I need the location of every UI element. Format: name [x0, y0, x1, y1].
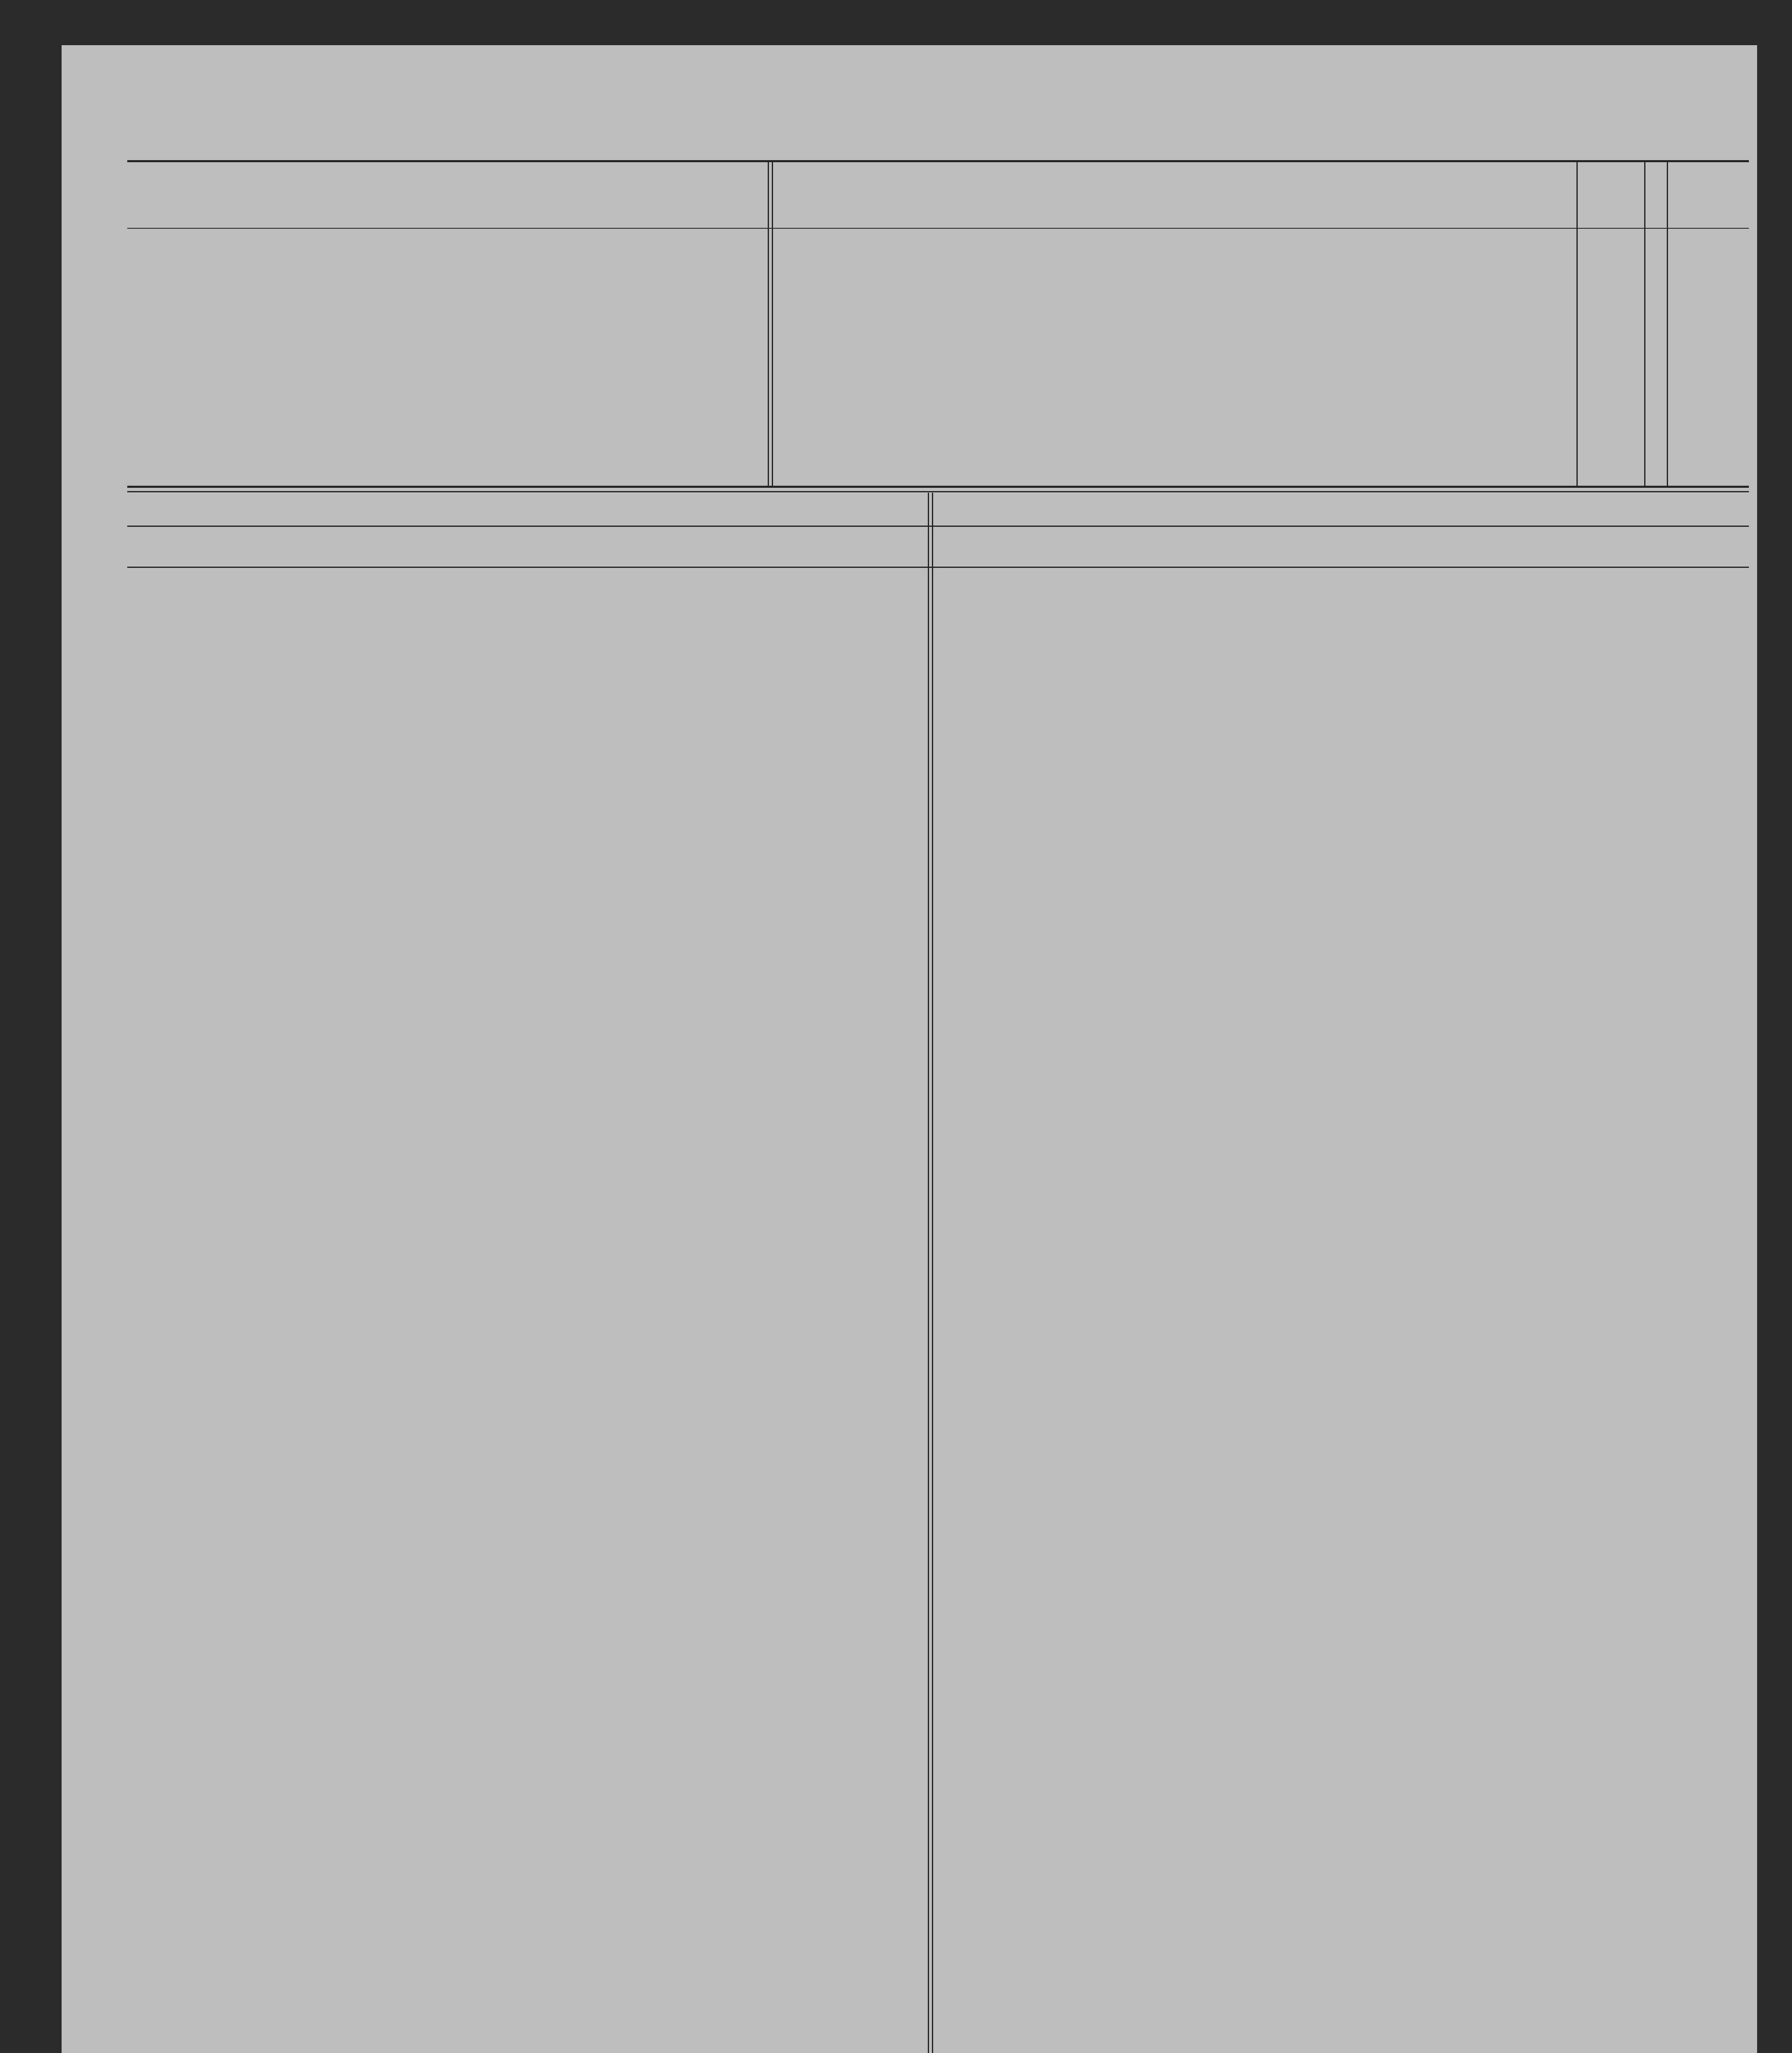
newspaper-page: [62, 45, 1757, 2053]
